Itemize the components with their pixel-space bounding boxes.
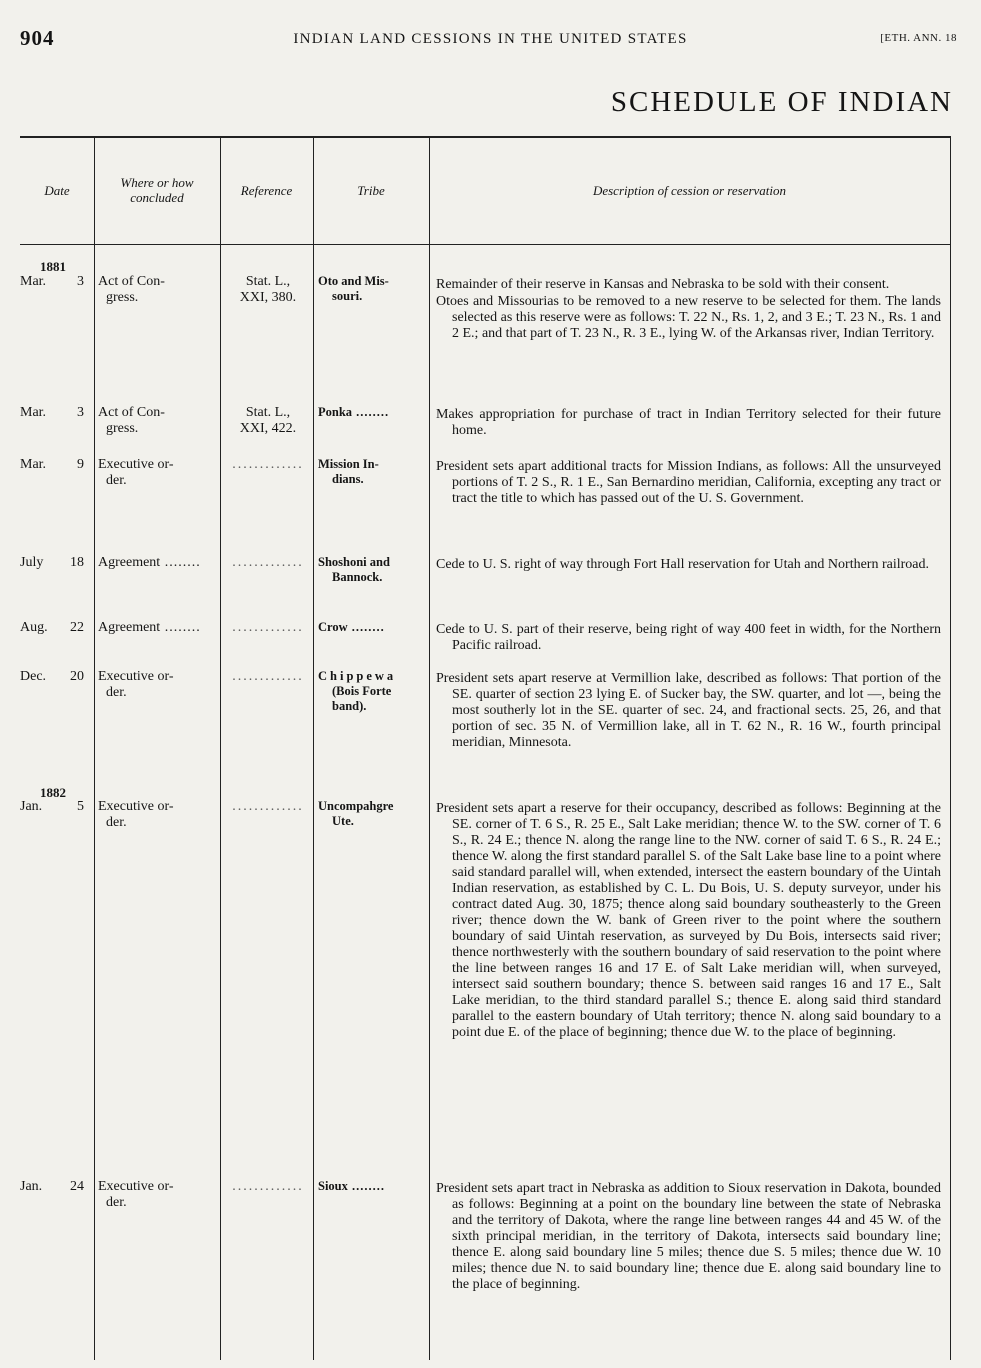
description-paragraph: President sets apart tract in Nebraska as addition to Sioux reservation in Dakota, bounded as follows: Beginning at a point on the boundary line between the state of Nebraska and the territory of Dakota, where the range line between ranges 44 and 45 W. of the sixth principal meridian, in the territory of Dakota, intersects said boundary line; thence E. along said boundary line 5 miles; thence due S. 5 miles; thence due W. 10 miles; thence due N. to said boundary line; thence due E. along said boundary line to the place of beginning. <box>436 1181 941 1292</box>
how-cell <box>98 405 218 437</box>
tribe-cell <box>318 457 422 487</box>
how-line2: gress. <box>106 290 139 305</box>
leader-dots <box>160 555 201 570</box>
month: Jan. <box>20 1179 43 1194</box>
how-line1: Act of Con- <box>98 405 165 420</box>
tribe-cell <box>318 555 422 585</box>
tribe-line1: Oto and Mis- <box>318 274 389 288</box>
tribe-cell <box>318 1179 422 1194</box>
column-header-how-line1: Where or how <box>120 175 194 190</box>
how-cell <box>98 669 218 701</box>
day: 3 <box>77 405 84 420</box>
schedule-title: SCHEDULE OF INDIAN <box>610 86 953 118</box>
how-line2: der. <box>106 1195 127 1210</box>
how-line1: Executive or- <box>98 1179 174 1194</box>
description-cell <box>436 801 941 1041</box>
how-cell <box>98 1179 218 1211</box>
day: 22 <box>70 620 84 635</box>
tribe-cell <box>318 799 422 829</box>
how-cell <box>98 457 218 489</box>
reference-cell <box>226 274 310 306</box>
day: 3 <box>77 274 84 289</box>
tribe-line2: dians. <box>332 472 364 486</box>
day: 5 <box>77 799 84 814</box>
page-number: 904 <box>20 26 55 50</box>
reference-line2: XXI, 422. <box>239 421 297 436</box>
leader-dots <box>160 620 201 635</box>
reference-line1: Stat. L., <box>245 274 291 289</box>
tribe-line2: souri. <box>332 289 363 303</box>
tribe-line2: Bannock. <box>332 570 383 584</box>
cession-table <box>20 136 951 1360</box>
tribe-line1: Sioux <box>318 1179 348 1193</box>
how-cell <box>98 620 218 636</box>
month: Mar. <box>20 274 47 289</box>
description-cell <box>436 557 941 573</box>
day: 24 <box>70 1179 84 1194</box>
how-cell <box>98 274 218 306</box>
tribe-line1: Crow <box>318 620 348 634</box>
how-line1: Agreement <box>98 620 161 635</box>
year-label: 1881 <box>40 259 66 274</box>
reference-leader: ............. <box>232 669 304 684</box>
column-header-how <box>94 136 220 244</box>
description-cell <box>436 277 941 342</box>
how-line2: gress. <box>106 421 139 436</box>
tribe-line1: Mission In- <box>318 457 379 471</box>
leader-dots <box>352 405 389 419</box>
description-paragraph: Cede to U. S. right of way through Fort Hall reservation for Utah and Northern railroad. <box>436 557 929 572</box>
description-cell <box>436 459 941 507</box>
day: 18 <box>70 555 84 570</box>
tribe-line1: Uncompahgre <box>318 799 394 813</box>
month: July <box>20 555 44 570</box>
month: Mar. <box>20 457 47 472</box>
description-cell <box>436 671 941 751</box>
reference-leader: ............. <box>232 1179 304 1194</box>
description-cell <box>436 407 941 439</box>
tribe-line1: Chippewa <box>318 669 397 683</box>
how-line1: Executive or- <box>98 799 174 814</box>
column-rule <box>429 136 430 1360</box>
month: Aug. <box>20 620 48 635</box>
how-line1: Executive or- <box>98 669 174 684</box>
column-header-tribe: Tribe <box>357 182 385 198</box>
how-cell <box>98 555 218 571</box>
reference-leader: ............. <box>232 555 304 570</box>
how-line1: Executive or- <box>98 457 174 472</box>
month: Dec. <box>20 669 47 684</box>
year-label: 1882 <box>40 785 66 800</box>
description-paragraph: President sets apart a reserve for their occupancy, described as follows: Beginning at the SE. corner of T. 6 S., R. 25 E., Salt Lake meridian; thence W. to the SW. corner of T. 6 S., R. 24 E.; thence N. along the range line to the NW. corner of said T. 6 S., R. 24 E.; thence W. along the first standard parallel S. of the Salt Lake base line to a point where said standard parallel will, when extended, intersect the eastern boundary of the Uintah Indian reservation, as established by C. L. Du Bois, U. S. deputy surveyor, under his contract dated Aug. 30, 1875; thence along said boundary southeasterly to the Green river; thence down the W. bank of Green river to the point where the southern boundary of said Uintah reservation, as surveyed by Du Bois, intersects said river; thence northwesterly with the southern boundary of said reservation to the point where the line between ranges 16 and 17 E. of Salt Lake meridian will, when surveyed, intersect said southern boundary; thence S. between said ranges 16 and 17 E., Salt Lake meridian, to the third standard parallel S.; thence E. along said third standard parallel to the eastern boundary of Utah territory; thence N. along said boundary to a point due E. of the place of beginning; thence due W. to the place of beginning. <box>436 801 941 1040</box>
description-paragraph: President sets apart additional tracts for Mission Indians, as follows: All the unsurveyed portions of T. 2 S., R. 1 E., San Bernardino meridian, California, excepting any tract or tract the title to which has passed out of the U. S. Government. <box>436 459 941 506</box>
tribe-line3: band). <box>332 699 367 713</box>
running-title: INDIAN LAND CESSIONS IN THE UNITED STATES <box>293 31 688 47</box>
reference-cell <box>226 405 310 437</box>
column-header-reference: Reference <box>240 182 293 198</box>
description-paragraph: Otoes and Missourias to be removed to a new reserve to be selected for them. The lands selected as this reserve were as follows: T. 22 N., Rs. 1, 2, and 3 E.; T. 23 N., Rs. 1 and 2 E.; and that part of T. 23 N., R. 3 E., lying W. of the Arkansas river, Indian Territory. <box>436 294 941 341</box>
how-line2: der. <box>106 685 127 700</box>
how-cell <box>98 799 218 831</box>
reference-leader: ............. <box>232 799 304 814</box>
day: 9 <box>77 457 84 472</box>
series-note: [ETH. ANN. 18 <box>880 32 957 44</box>
tribe-cell <box>318 669 422 714</box>
reference-leader: ............. <box>232 620 304 635</box>
day: 20 <box>70 669 84 684</box>
how-line1: Agreement <box>98 555 161 570</box>
tribe-cell <box>318 274 422 304</box>
description-paragraph: President sets apart reserve at Vermillion lake, described as follows: That portion of the SE. quarter of section 23 lying E. of Sucker bay, the SW. quarter, and lot —, being the most southerly lot in the SE. quarter of sec. 24, and fractional sects. 25, 26, and that portion of sec. 35 N. of Vermillion lake, all in T. 62 N., R. 16 W., fourth principal meridian, Minnesota. <box>436 671 941 750</box>
tribe-cell <box>318 405 422 420</box>
column-rule <box>220 136 221 1360</box>
how-line1: Act of Con- <box>98 274 165 289</box>
tribe-line1: Ponka <box>318 405 353 419</box>
column-header-description: Description of cession or reservation <box>592 182 787 198</box>
leader-dots <box>348 1179 385 1193</box>
column-header-how-line2: concluded <box>130 190 184 205</box>
running-header <box>0 26 981 54</box>
month: Jan. <box>20 799 43 814</box>
tribe-cell <box>318 620 422 635</box>
description-paragraph: Cede to U. S. part of their reserve, being right of way 400 feet in width, for the Northern Pacific railroad. <box>436 622 941 653</box>
column-rule <box>313 136 314 1360</box>
header-rule <box>20 244 951 245</box>
column-header-date: Date <box>44 182 70 198</box>
description-cell <box>436 1181 941 1293</box>
reference-leader: ............. <box>232 457 304 472</box>
leader-dots <box>348 620 385 634</box>
reference-line1: Stat. L., <box>245 405 291 420</box>
column-rule <box>94 136 95 1360</box>
how-line2: der. <box>106 473 127 488</box>
tribe-line1: Shoshoni and <box>318 555 390 569</box>
how-line2: der. <box>106 815 127 830</box>
month: Mar. <box>20 405 47 420</box>
description-cell <box>436 622 941 654</box>
reference-line2: XXI, 380. <box>239 290 297 305</box>
column-rule <box>950 136 951 1360</box>
description-paragraph: Makes appropriation for purchase of tract in Indian Territory selected for their future home. <box>436 407 941 438</box>
tribe-line2: Ute. <box>332 814 354 828</box>
tribe-line2: (Bois Forte <box>332 684 392 698</box>
description-paragraph: Remainder of their reserve in Kansas and Nebraska to be sold with their consent. <box>436 277 890 292</box>
